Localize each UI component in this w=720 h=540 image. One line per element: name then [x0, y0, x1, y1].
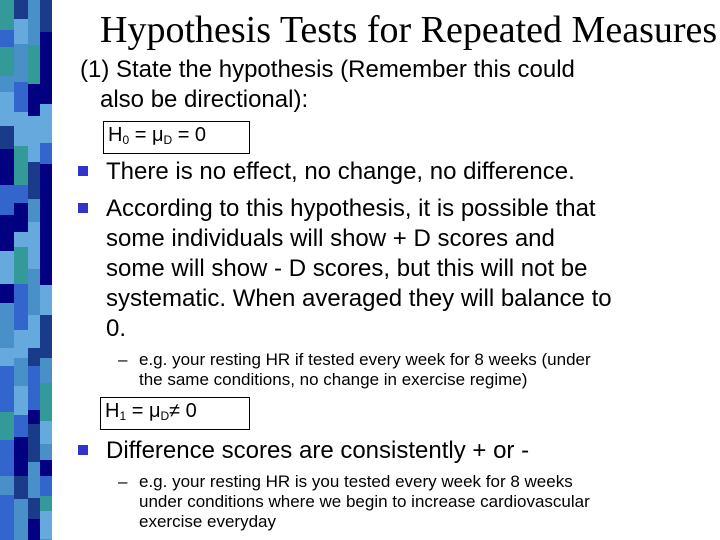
dash-icon: – [118, 472, 128, 491]
stripe-block [40, 223, 52, 258]
stripe-block [28, 410, 40, 424]
bullet-line: some individuals will show + D scores and [106, 225, 555, 252]
stripe-block [28, 348, 40, 366]
bullet-line: systematic. When averaged they will balance to [106, 285, 612, 312]
decorative-stripe [0, 0, 52, 540]
stripe-block [40, 511, 52, 539]
bullet-text: There is no effect, no change, no difference. [106, 158, 575, 185]
h0-equals: = [129, 124, 152, 146]
step-paragraph [80, 55, 700, 115]
stripe-block [0, 92, 14, 126]
stripe-block [40, 127, 52, 143]
stripe-block [0, 440, 14, 476]
stripe-block [40, 104, 52, 127]
stripe-block [0, 185, 14, 215]
stripe-block [0, 284, 14, 303]
sub-bullet-text [139, 350, 591, 390]
stripe-block [0, 495, 14, 524]
sub-line: exercise everyday [139, 512, 277, 531]
stripe-block [14, 476, 28, 499]
h0-subscript: 0 [122, 133, 130, 147]
stripe-block [28, 286, 40, 315]
bullet-square-icon [78, 203, 88, 213]
stripe-block [0, 524, 14, 540]
sub-line: e.g. your resting HR if tested every week for 8 weeks (under [139, 350, 591, 369]
bullet-text-block [106, 194, 612, 344]
stripe-block [0, 476, 14, 495]
step-line-2: also be directional): [100, 86, 309, 113]
stripe-block [14, 60, 28, 82]
stripe-block [14, 203, 28, 232]
stripe-block [40, 315, 52, 329]
stripe-block [40, 476, 52, 496]
sub-bullet-text [139, 472, 590, 532]
stripe-block [14, 0, 28, 19]
stripe-block [0, 126, 14, 149]
stripe-block [40, 74, 52, 104]
h1-symbol: H [105, 400, 120, 422]
stripe-block [0, 303, 14, 348]
stripe-block [40, 329, 52, 358]
stripe-block [28, 162, 40, 199]
h1-mu: μ [148, 400, 161, 422]
stripe-block [40, 358, 52, 383]
stripe-block [28, 519, 40, 538]
stripe-block [14, 358, 28, 386]
stripe-block [0, 30, 14, 47]
stripe-block [14, 247, 28, 284]
stripe-block [0, 366, 14, 412]
stripe-block [28, 45, 40, 84]
h1-mu-subscript: D [160, 409, 170, 423]
stripe-block [28, 199, 40, 222]
stripe-block [0, 348, 14, 366]
stripe-block [40, 204, 52, 223]
stripe-block [14, 330, 28, 358]
stripe-block [0, 47, 14, 76]
stripe-block [14, 19, 28, 44]
stripe-block [40, 285, 52, 315]
null-hypothesis-formula [103, 121, 250, 154]
stripe-block [28, 116, 40, 141]
slide-title: Hypothesis Tests for Repeated Measures [100, 9, 718, 51]
h0-mu-subscript: D [163, 133, 173, 147]
stripe-block [40, 444, 52, 460]
stripe-block [40, 258, 52, 285]
stripe-block [40, 496, 52, 511]
stripe-block [14, 185, 28, 203]
alternative-hypothesis-formula [100, 397, 250, 430]
stripe-block [0, 76, 14, 92]
stripe-block [40, 143, 52, 164]
stripe-block [14, 82, 28, 112]
stripe-block [28, 424, 40, 462]
h0-relation: = 0 [172, 124, 207, 146]
stripe-block [28, 462, 40, 498]
stripe-block [28, 141, 40, 162]
stripe-block [14, 415, 28, 437]
bullet-text: Difference scores are consistently + or - [106, 437, 530, 464]
stripe-block [14, 44, 28, 60]
stripe-block [14, 386, 28, 415]
stripe-block [0, 412, 14, 440]
stripe-block [14, 232, 28, 247]
bullet-line: According to this hypothesis, it is possible that [106, 195, 596, 222]
stripe-block [40, 164, 52, 204]
stripe-block [28, 269, 40, 286]
sub-line: the same conditions, no change in exercise regime) [139, 370, 528, 389]
bullet-line: 0. [106, 315, 127, 342]
stripe-block [40, 32, 52, 74]
stripe-block [40, 383, 52, 421]
stripe-block [14, 437, 28, 476]
stripe-block [28, 498, 40, 519]
h1-relation: ≠ 0 [169, 400, 197, 422]
stripe-block [0, 0, 14, 30]
h0-mu: μ [151, 124, 164, 146]
stripe-block [40, 0, 52, 32]
bullet-line: some will show - D scores, but this will not be [106, 255, 588, 282]
stripe-block [28, 236, 40, 269]
stripe-block [0, 149, 14, 185]
h1-equals: = [126, 400, 149, 422]
h0-symbol: H [108, 124, 123, 146]
stripe-block [28, 366, 40, 410]
sub-line: under conditions where we begin to increase cardiovascular [139, 492, 590, 511]
bullet-square-icon [78, 166, 88, 176]
stripe-block [28, 84, 40, 116]
step-line-1: (1) State the hypothesis (Remember this could [80, 56, 575, 83]
stripe-block [14, 499, 28, 540]
dash-icon: – [118, 350, 128, 369]
stripe-block [0, 251, 14, 284]
bullet-square-icon [78, 445, 88, 455]
h1-subscript: 1 [119, 409, 127, 423]
stripe-block [28, 0, 40, 45]
sub-line: e.g. your resting HR is you tested every week for 8 weeks [139, 472, 573, 491]
stripe-block [28, 222, 40, 236]
stripe-block [14, 146, 28, 185]
stripe-block [14, 112, 28, 146]
stripe-block [0, 215, 14, 251]
stripe-block [40, 460, 52, 476]
stripe-block [40, 421, 52, 444]
stripe-block [14, 284, 28, 330]
stripe-block [28, 315, 40, 348]
